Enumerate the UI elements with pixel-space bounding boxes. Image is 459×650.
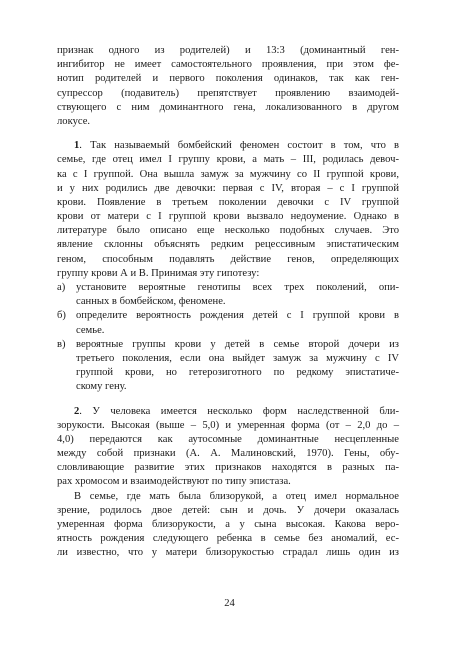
document-page bbox=[57, 44, 399, 561]
text-line: локусе. bbox=[57, 115, 91, 127]
text-line: зрение, родилось двое детей: сын и дочь. У дочери оказалась bbox=[57, 504, 399, 516]
text-line: третьего поколения, если она выйдет замуж за мужчину с IV bbox=[76, 352, 399, 364]
text-line: и у них родились две девочки: первая с IV, вторая – с I группой bbox=[57, 182, 399, 194]
text-line: группой крови, но гетерозиготного по редкому эпистатиче- bbox=[76, 367, 399, 379]
text-line: установите вероятные генотипы всех трех поколений, опи- bbox=[76, 282, 399, 293]
text-line: словливающие развитие этих признаков находятся в разных па- bbox=[57, 462, 399, 474]
text-line: 2. У человека имеется несколько форм наследственной бли- bbox=[74, 405, 399, 417]
text-line: ствующего с ним доминантного гена, локализованного в другом bbox=[57, 101, 399, 113]
task-1 bbox=[57, 139, 399, 394]
text-line: супрессор (подавитель) препятствует проявлению взаимодей- bbox=[57, 87, 399, 99]
text-line: умеренная форма близорукости, а у сына высокая. Какова веро- bbox=[57, 519, 399, 530]
text-line: явление склонны объяснять редким рецессивным эпистатическим bbox=[57, 239, 399, 251]
text-line: ка с I группой. Она вышла замуж за мужчину со II группой крови, bbox=[57, 168, 399, 180]
text-line: определите вероятность рождения детей с I группой крови в bbox=[76, 310, 399, 322]
list-item bbox=[57, 309, 399, 337]
text-line: рах хромосом и взаимодействуют по типу эпистаза. bbox=[57, 476, 291, 488]
text-line: семье. bbox=[76, 324, 105, 336]
list-marker: а) bbox=[57, 282, 66, 293]
list-item bbox=[57, 338, 399, 395]
text-line: скому гену. bbox=[76, 381, 127, 393]
text-line: санных в бомбейском, феномене. bbox=[76, 296, 226, 308]
text-line: 1. Так называемый бомбейский феномен состоит в том, что в bbox=[74, 140, 399, 152]
task-number: 1 bbox=[74, 140, 80, 152]
text-line: ли известно, что у матери близорукостью страдал лишь один из bbox=[57, 547, 399, 559]
list-marker: б) bbox=[57, 310, 66, 322]
text-line: вероятные группы крови у детей в семье второй дочери из bbox=[76, 338, 399, 350]
task-number: 2 bbox=[74, 405, 80, 417]
text-line: зорукости. Высокая (выше – 5,0) и умеренная форма (от – 2,0 до – bbox=[57, 419, 399, 431]
page-number: 24 bbox=[224, 598, 235, 609]
text-line: В семье, где мать была близорукой, а отец имел нормальное bbox=[74, 490, 399, 502]
text-line: ингибитор не имеет самостоятельного проявления, при этом фе- bbox=[57, 59, 399, 71]
text-line: группу крови А и В. Принимая эту гипотезу: bbox=[57, 267, 260, 279]
task-2 bbox=[57, 405, 399, 561]
text-line: ятность рождения следующего ребенка в семье без аномалий, ес- bbox=[57, 533, 399, 545]
intro-paragraph bbox=[57, 44, 399, 129]
text-line: нотип родителей и первого поколения одинаков, так как ген- bbox=[57, 73, 399, 85]
list-marker: в) bbox=[57, 338, 66, 350]
list-item bbox=[57, 281, 399, 309]
text-line: семье, где отец имел I группу крови, а мать – III, родилась девоч- bbox=[57, 154, 399, 166]
text-line: 4,0) передаются как аутосомные доминантные несцепленные bbox=[57, 433, 399, 445]
text-line: между собой признаки (А. А. Малиновский, 1970). Гены, обу- bbox=[57, 448, 399, 460]
text-line: крови от матери с I группой крови вызвало недоумение. Однако в bbox=[57, 211, 399, 223]
text-line: геном, способным подавлять действие генов, определяющих bbox=[57, 253, 399, 265]
text-line: литературе было описано еще несколько подобных случаев. Это bbox=[57, 225, 399, 237]
text-line: крови. Появление в третьем поколении девочки с IV группой bbox=[57, 196, 399, 208]
text-line: признак одного из родителей) и 13:3 (доминантный ген- bbox=[57, 45, 399, 56]
